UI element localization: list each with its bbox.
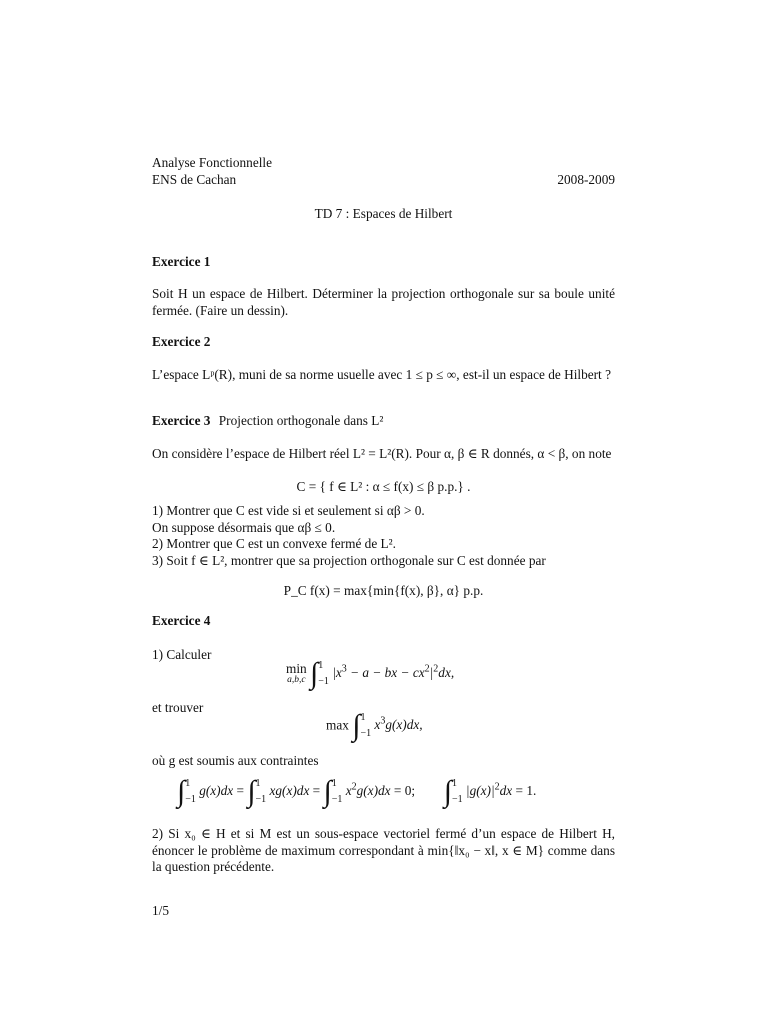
exercise-3-q1: 1) Montrer que C est vide si et seulement si αβ > 0. (152, 503, 425, 518)
exercise-2-text: L’espace Lᵖ(R), muni de sa norme usuelle avec 1 ≤ p ≤ ∞, est-il un espace de Hilbert ? (152, 367, 611, 382)
exercise-4-q1: 1) Calculer (152, 647, 212, 662)
exercise-1-text: Soit H un espace de Hilbert. Déterminer la projection orthogonale sur sa boule unité fermée. (Faire un dessin). (152, 286, 615, 318)
exercise-2-title: Exercice 2 (152, 334, 211, 349)
academic-year: 2008-2009 (557, 172, 615, 187)
exercise-4-q2: 2) Si x₀ ∈ H et si M est un sous-espace vectoriel fermé d’un espace de Hilbert H, énoncer le problème de maximum correspondant à min{‖x₀ − x‖, x ∈ M} comme dans la question précédente. (152, 826, 615, 875)
exercise-3-intro: On considère l’espace de Hilbert réel L² = L²(R). Pour α, β ∈ R donnés, α < β, on note (152, 446, 612, 461)
exercise-4-and-find: et trouver (152, 700, 204, 715)
school-name: ENS de Cachan (152, 172, 237, 187)
page-number: 1/5 (152, 903, 169, 918)
exercise-3-heading (152, 413, 383, 430)
exercise-3-assumption: On suppose désormais que αβ ≤ 0. (152, 520, 336, 535)
constraint-integrals: ∫ 1 −1 g(x)dx = ∫ 1 −1 xg(x)dx = ∫ 1 −1 $x^2g(x)dx = 0$; ∫ 1 −1 $|g(x)|^2dx = 1$. (177, 775, 537, 808)
exercise-3-subtitle: Projection orthogonale dans L² (218, 413, 384, 428)
projection-formula: P_C f(x) = max{min{f(x), β}, α} p.p. (283, 583, 484, 598)
min-integral-formula: min a,b,c ∫ 1 −1 $|x^3 - a$ − bx − $cx^2|^2dx$, (286, 657, 455, 690)
exercise-4-title: Exercice 4 (152, 613, 211, 628)
exercise-3-q3: 3) Soit f ∈ L², montrer que sa projection orthogonale sur C est donnée par (152, 553, 546, 568)
set-definition: C = { f ∈ L² : α ≤ f(x) ≤ β p.p.} . (296, 479, 471, 494)
exercise-3-q2: 2) Montrer que C est un convexe fermé de L². (152, 536, 396, 551)
max-integral-formula: max ∫ 1 −1 $x^3g(x)dx$, (326, 709, 423, 742)
course-name: Analyse Fonctionnelle (152, 155, 273, 170)
exercise-3-title: Exercice 3 (152, 413, 211, 428)
td-title: TD 7 : Espaces de Hilbert (314, 206, 453, 221)
exercise-1-title: Exercice 1 (152, 254, 211, 269)
exercise-4-constraints: où g est soumis aux contraintes (152, 753, 319, 768)
